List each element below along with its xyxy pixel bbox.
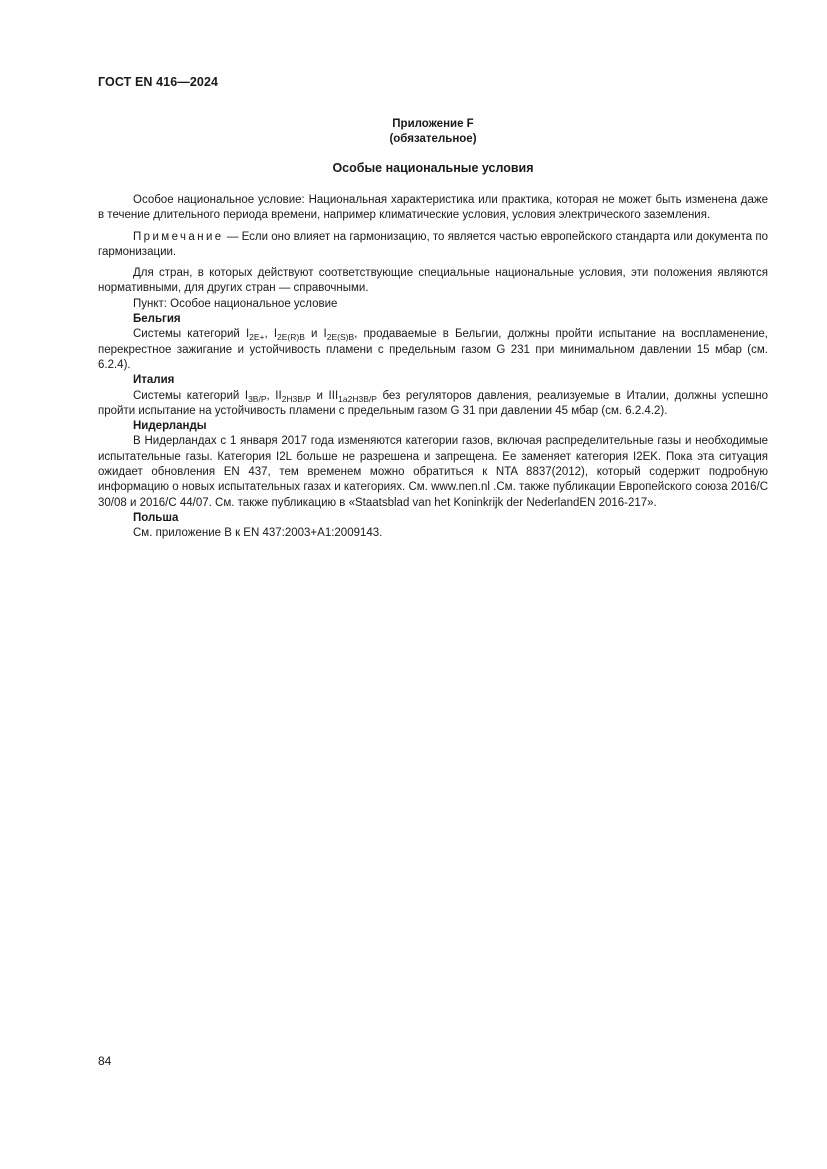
belgium-sub-3: 2E(S)B xyxy=(326,332,355,343)
country-heading-italy: Италия xyxy=(133,374,175,387)
italy-sub-1: 3B/P xyxy=(248,393,267,404)
note-label: Примечание xyxy=(133,230,224,243)
poland-paragraph: См. приложение B к EN 437:2003+A1:2009143. xyxy=(133,527,383,540)
belgium-sub-2: 2E(R)B xyxy=(277,332,305,343)
country-heading-netherlands: Нидерланды xyxy=(133,420,207,433)
annex-heading xyxy=(98,117,768,147)
annex-status: (обязательное) xyxy=(389,133,477,145)
annex-title: Приложение F xyxy=(392,118,474,130)
italy-sub-3: 1a2H3B/P xyxy=(338,393,377,404)
section-title: Особые национальные условия xyxy=(332,161,534,175)
definition-paragraph: Особое национальное условие: Национальная характеристика или практика, которая не может быть изменена даже в течение длительного периода времени, например климатические условия, условия электрического заземления. xyxy=(98,194,768,222)
netherlands-paragraph: В Нидерландах с 1 января 2017 года изменяются категории газов, включая распределительные газы и необходимые испытательные газы. Категория I2L больше не разрешена и запрещена. Ее заменяет категория I2EK. Пока эта ситуация ожидает обновления EN 437, тем временем можно обратиться к NTA 8837(2012), который содержит подробную информацию о новых испытательных газах и категориях. См. www.nen.nl .См. также публикации Европейского союза 2016/C 30/08 и 2016/C 44/07. См. также публикацию в «Staatsblad van het Koninkrijk der NederlandEN 2016-217». xyxy=(98,435,768,509)
italy-sub-2: 2H3B/P xyxy=(281,393,311,404)
belgium-text-3: и I xyxy=(304,328,327,341)
country-heading-poland: Польша xyxy=(133,511,179,524)
document-header: ГОСТ EN 416—2024 xyxy=(98,75,219,89)
belgium-paragraph xyxy=(98,327,768,373)
belgium-text-4: , продаваемые в Бельгии, должны пройти испытание на воспламенение, перекрестное зажигание и устойчивость пламени с предельным газом G 231 при минимальном давлении 15 мбар (см. 6.2.4). xyxy=(98,328,769,371)
belgium-sub-1: 2E+ xyxy=(249,332,265,343)
italy-text-1: Системы категорий I xyxy=(133,389,249,402)
page-number: 84 xyxy=(98,1054,112,1068)
italy-paragraph xyxy=(98,389,768,420)
document-body xyxy=(98,193,768,542)
italy-text-2: , II xyxy=(266,389,282,402)
italy-text-4: без регуляторов давления, реализуемые в Италии, должны успешно пройти испытание на устойчивость пламени с предельным газом G 31 при давлении 45 мбар (см. 6.2.4.2). xyxy=(98,389,769,417)
note-text: — Если оно влияет на гармонизацию, то является частью европейского стандарта или документа по гармонизации. xyxy=(98,230,768,258)
scope-paragraph: Для стран, в которых действуют соответствующие специальные национальные условия, эти положения являются нормативными, для других стран — справочными. xyxy=(98,267,768,295)
italy-text-3: и III xyxy=(310,389,339,402)
country-heading-belgium: Бельгия xyxy=(133,313,181,326)
note-paragraph xyxy=(98,230,768,261)
clause-line: Пункт: Особое национальное условие xyxy=(133,297,338,310)
belgium-text-1: Системы категорий I xyxy=(133,328,250,341)
belgium-text-2: , I xyxy=(264,328,278,341)
